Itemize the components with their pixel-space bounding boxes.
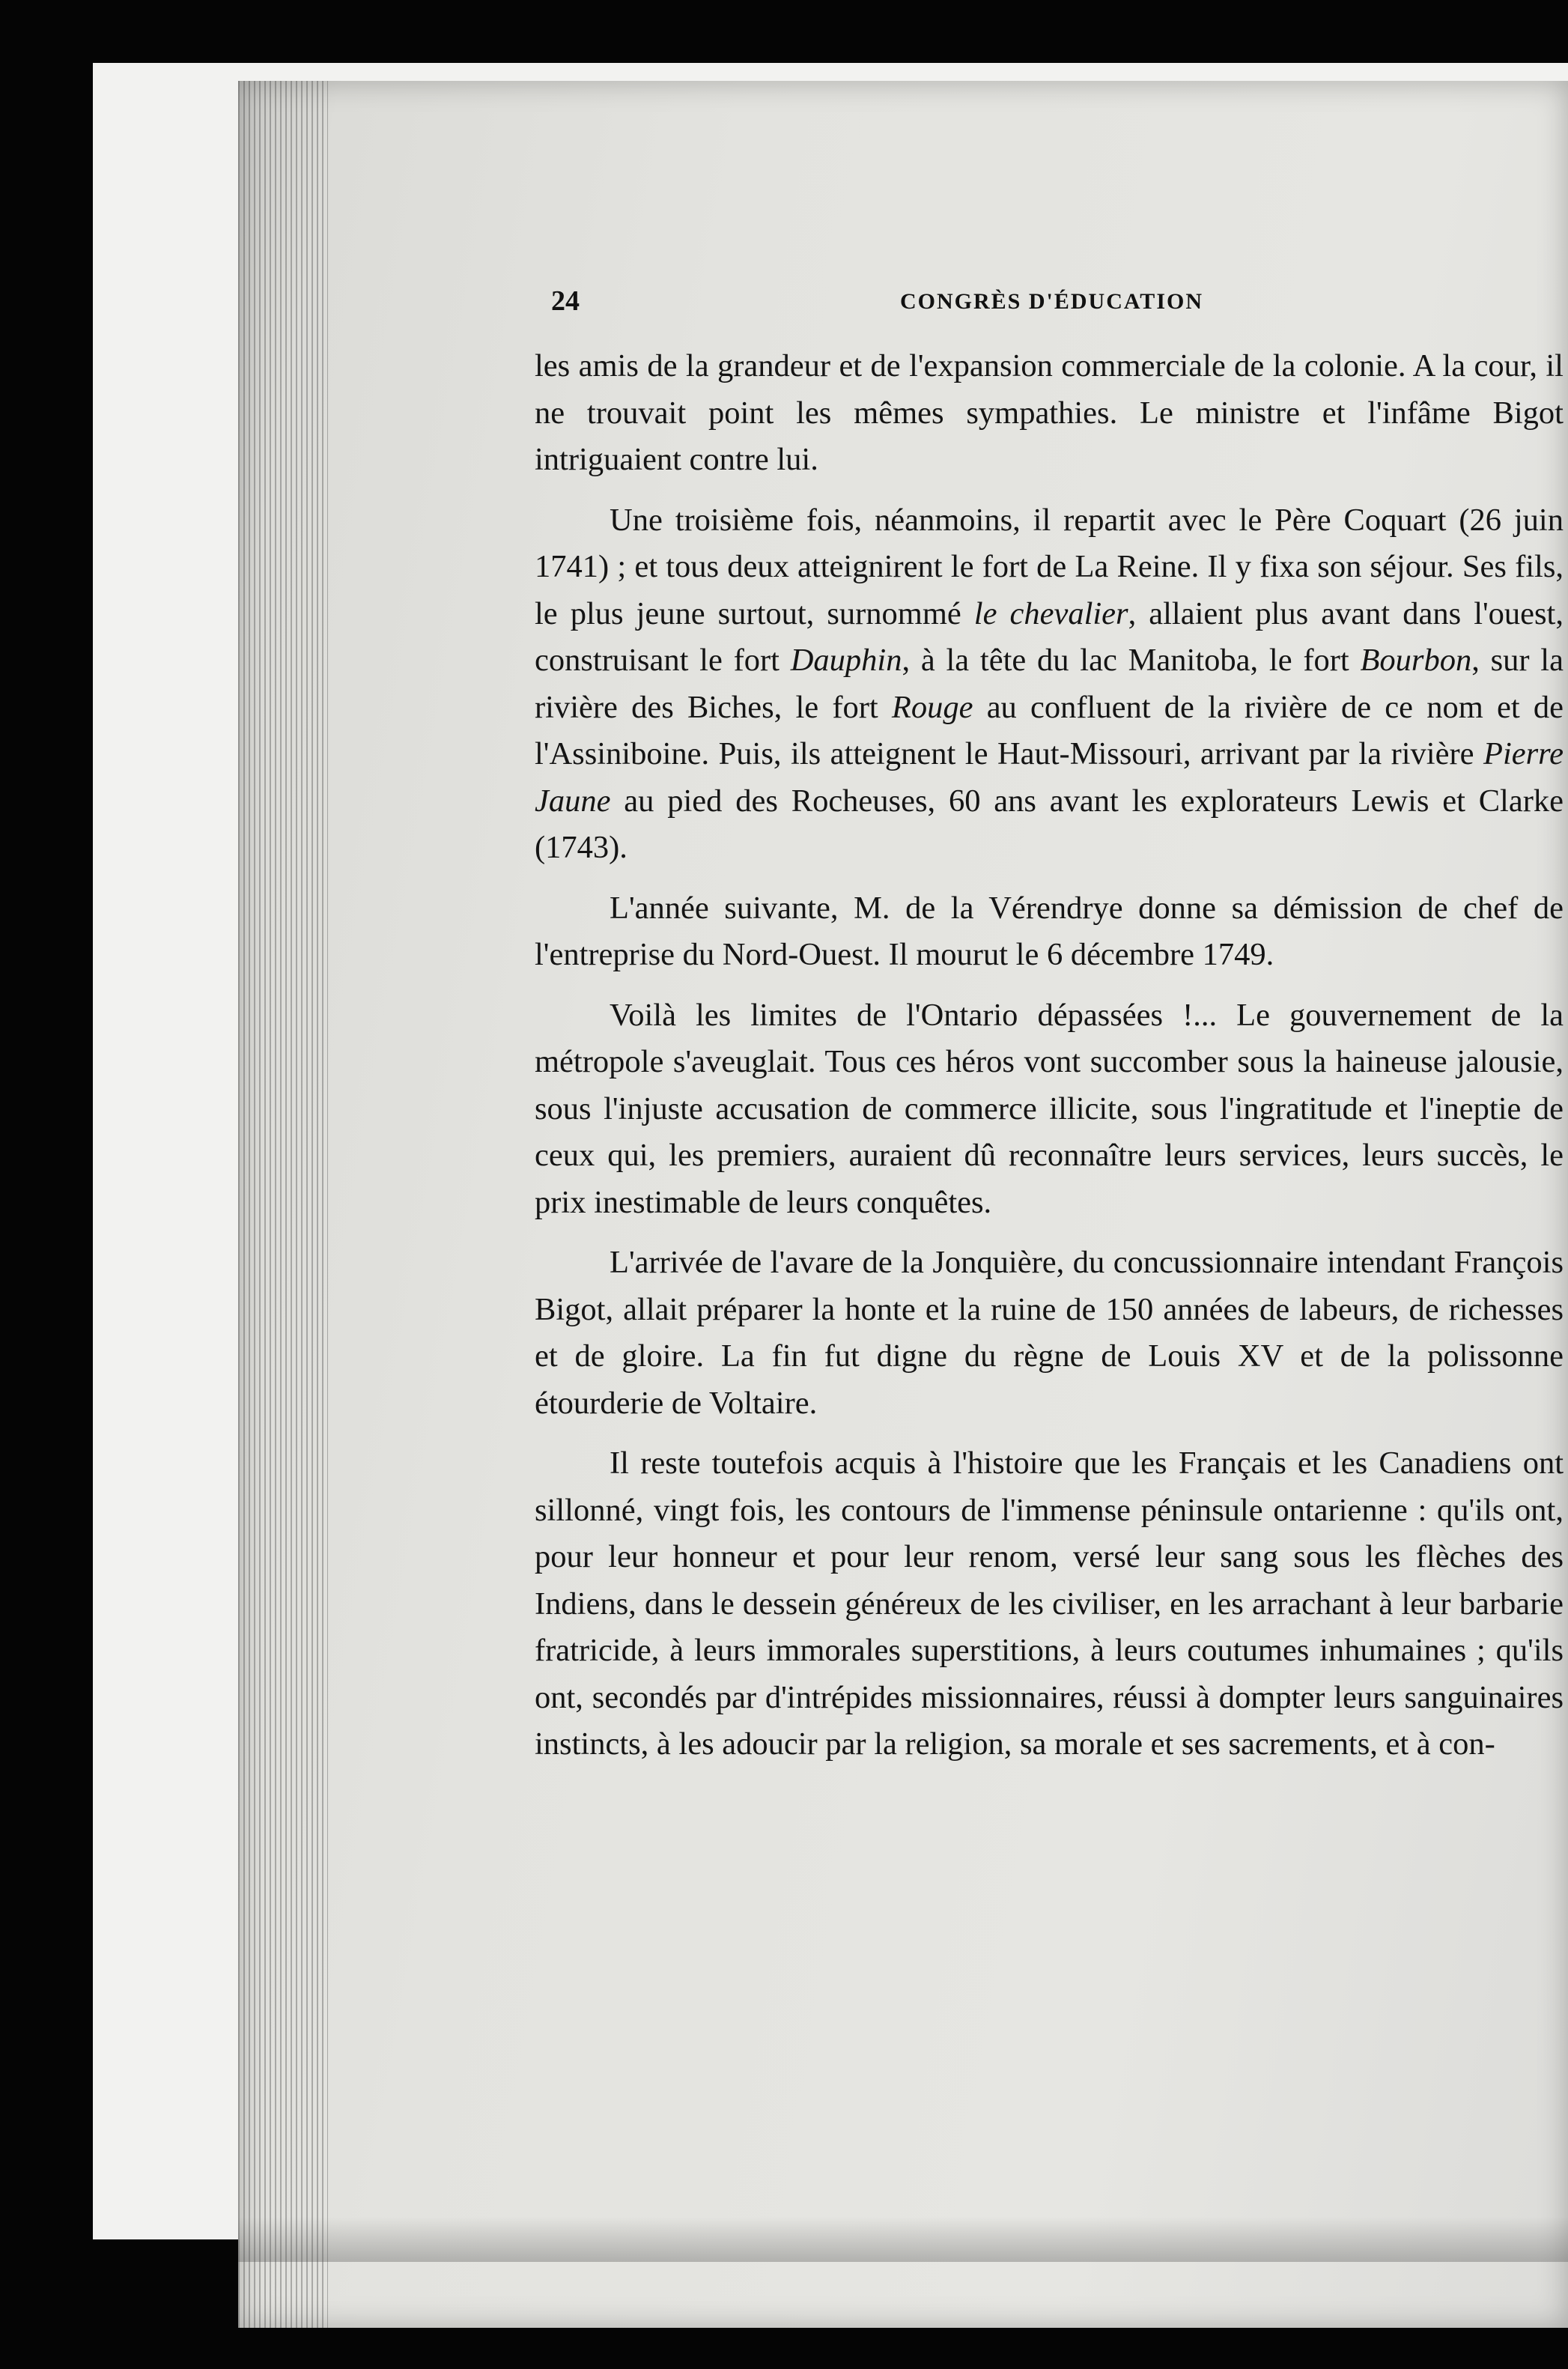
text-segment: au confluent de la rivière de ce nom et de l'Assiniboine. Puis, ils atteignent le Haut-Missouri, arrivant par la rivière <box>535 689 1564 771</box>
page-number: 24 <box>551 285 580 317</box>
italic-text: Dauphin <box>790 643 902 678</box>
text-segment: les amis de la grandeur et de l'expansion commerciale de la colonie. A la cour, il ne trouvait point les mêmes sympathies. Le ministre et l'infâme Bigot intriguaient contre lui. <box>535 348 1564 477</box>
running-head: CONGRÈS D'ÉDUCATION <box>900 289 1203 314</box>
italic-text: le chevalier <box>973 595 1128 631</box>
page-header <box>551 285 1555 330</box>
paragraph <box>535 497 1564 872</box>
paragraph <box>535 343 1564 484</box>
text-segment: L'arrivée de l'avare de la Jonquière, du concussionnaire intendant François Bigot, allait préparer la honte et la ruine de 150 années de labeurs, de richesses et de gloire. La fin fut digne du règne de Louis XV et de la polissonne étourderie de Voltaire. <box>535 1245 1564 1421</box>
italic-text: Rouge <box>891 689 973 725</box>
italic-text: Pierre Jaune <box>535 736 1564 819</box>
text-segment: Voilà les limites de l'Ontario dépassées !... Le gouvernement de la métropole s'aveuglait. Tous ces héros vont succomber sous la haineuse jalousie, sous l'injuste accusation de commerce illicite, sous l'ingratitude et l'ineptie de ceux qui, les premiers, auraient dû reconnaître leurs services, leurs succès, le prix inestimable de leurs conquêtes. <box>535 997 1564 1220</box>
paragraph <box>535 885 1564 979</box>
text-segment: , allaient plus avant dans l'ouest, construisant le fort <box>535 595 1564 678</box>
text-segment: L'année suivante, M. de la Vérendrye donne sa démission de chef de l'entreprise du Nord-Ouest. Il mourut le 6 décembre 1749. <box>535 890 1564 972</box>
page-bottom-shadow <box>238 2217 1568 2262</box>
body-text <box>535 343 1564 1782</box>
page-edges <box>238 81 328 2328</box>
text-segment: , à la tête du lac Manitoba, le fort <box>902 643 1361 678</box>
text-segment: Il reste toutefois acquis à l'histoire que les Français et les Canadiens ont sillonné, vingt fois, les contours de l'immense péninsule ontarienne : qu'ils ont, pour leur honneur et pour leur renom, versé leur sang sous les flèches des Indiens, dans le dessein généreux de les civiliser, en les arrachant à leur barbarie fratricide, à leurs immorales superstitions, à leurs coutumes inhumaines ; qu'ils ont, secondés par d'intrépides missionnaires, réussi à dompter leurs sanguinaires instincts, à les adoucir par la religion, sa morale et ses sacrements, et à con- <box>535 1446 1564 1762</box>
italic-text: Bourbon <box>1360 643 1472 678</box>
paragraph <box>535 1240 1564 1427</box>
text-segment: Une troisième fois, néanmoins, il repartit avec le Père Coquart (26 juin 1741) ; et tous deux atteignirent le fort de La Reine. Il y fixa son séjour. Ses fils, le plus jeune surtout, surnommé <box>535 502 1564 631</box>
paragraph <box>535 1440 1564 1768</box>
paragraph <box>535 992 1564 1227</box>
text-segment: au pied des Rocheuses, 60 ans avant les explorateurs Lewis et Clarke (1743). <box>535 783 1564 865</box>
text-segment: , sur la rivière des Biches, le fort <box>535 643 1564 725</box>
